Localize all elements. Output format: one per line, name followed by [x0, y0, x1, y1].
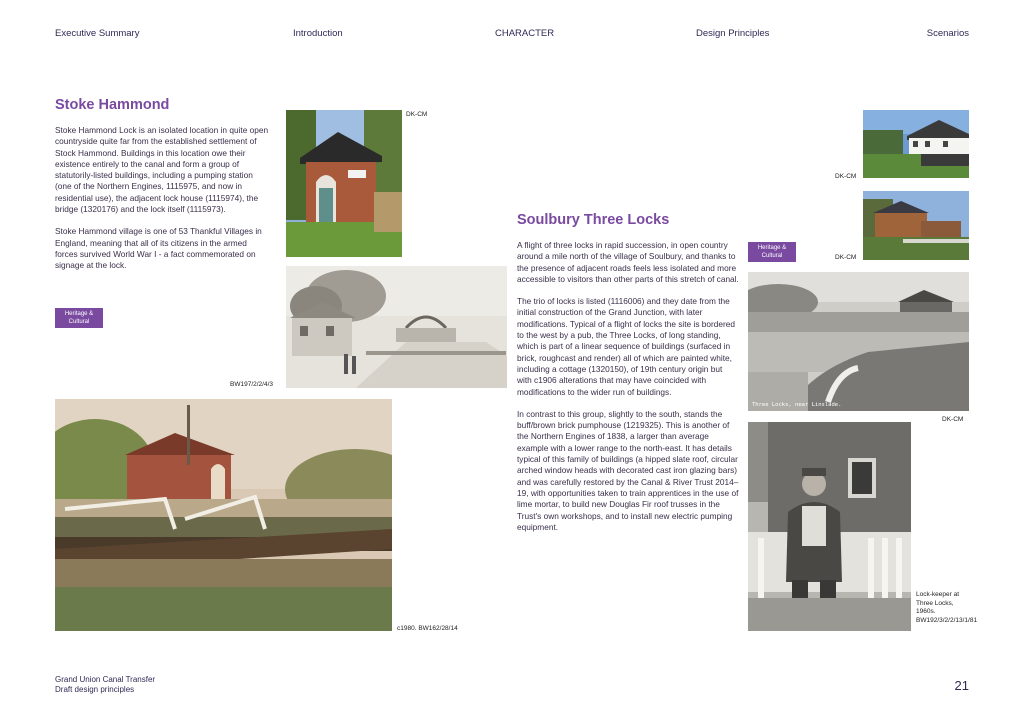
caption-lock-keeper: Lock-keeper at Three Locks, 1960s. BW192/3/2/2/13/1/81: [916, 591, 978, 624]
caption-pumping-station: DK-CM: [406, 111, 428, 118]
photo-historic-sketch: [286, 266, 507, 388]
stoke-hammond-text: [55, 125, 270, 283]
nav-character[interactable]: CHARACTER: [495, 28, 555, 39]
soulbury-heritage-badge: Heritage & Cultural: [748, 242, 796, 262]
soulbury-paragraph-3: In contrast to this group, slightly to the south, stands the buff/brown brick pumphouse (1219325). This is another of the Northern Engines of 1838, a larger than average example with a lower range to the north-east. It has details typical of this family of buildings (a hipped slate roof, circular arched window heads with decorated cast iron glazing bars) and was carefully restored by the Canal & River Trust 2014–19, with opportunities taken to train apprentices in the use of lime mortar, to build new Douglas Fir roof trusses in the Trust's own workshops, and to install new electric pumping equipment.: [517, 408, 739, 532]
caption-historic-three-locks: DK-CM: [942, 416, 964, 423]
footer-subtitle: Draft design principles: [55, 685, 135, 694]
photo-pumping-station: [286, 110, 402, 257]
nav-executive-summary[interactable]: Executive Summary: [55, 28, 140, 39]
page-number: 21: [954, 678, 969, 693]
nav-design-principles[interactable]: Design Principles: [696, 28, 770, 39]
caption-lock-1980: c1980. BW162/28/14: [397, 625, 458, 632]
caption-soulbury-pumphouse: DK-CM: [835, 254, 857, 261]
photo-inscription: Three Locks, near Linslade.: [752, 402, 842, 408]
footer-project-title: Grand Union Canal Transfer: [55, 675, 156, 684]
caption-historic-sketch: BW197/2/2/4/3: [230, 381, 273, 388]
footer: [55, 675, 155, 695]
soulbury-title: Soulbury Three Locks: [517, 212, 670, 228]
stoke-paragraph-1: Stoke Hammond Lock is an isolated location in quite open countryside quite far from the established settlement of Stock Hammond. Buildings in this location owe their existence entirely to the canal and form a group of statutorily-listed buildings, including a pumping station (one of the Northern Engines, 1115975, and now in residential use), the adjacent lock house (1115974), the bridge (1320176) and the lock itself (1115973).: [55, 125, 269, 215]
top-nav: [55, 28, 969, 42]
caption-three-locks-pub: DK-CM: [835, 173, 857, 180]
photo-historic-three-locks: [748, 272, 969, 411]
photo-three-locks-pub: [863, 110, 969, 178]
stoke-hammond-title: Stoke Hammond: [55, 97, 170, 113]
soulbury-text: [517, 240, 739, 544]
nav-introduction[interactable]: Introduction: [293, 28, 343, 39]
soulbury-paragraph-2: The trio of locks is listed (1116006) and they date from the initial construction of the Grand Junction, with later modifications. Typical of a flight of locks the site is bordered to the west by a pub, the Three Locks, of long standing, which is part of a linear sequence of buildings (surfaced in brick, roughcast and render) all of which are painted white, including a cottage (1320150), of 19th century origin but with c1906 alterations that may have coincided with modifications to the wider run of buildings.: [517, 296, 735, 397]
soulbury-paragraph-1: A flight of three locks in rapid succession, in open country around a mile north of the village of Soulbury, and thanks to the presence of adjacent roads feels less isolated and more accessible to visitors than other parts of this stretch of canal.: [517, 240, 739, 284]
stoke-paragraph-2: Stoke Hammond village is one of 53 Thankful Villages in England, meaning that all of its citizens in the armed forces survived World War I - a fact commemorated on signage at the lock.: [55, 226, 262, 271]
stoke-heritage-badge: Heritage & Cultural: [55, 308, 103, 328]
photo-lock-1980: [55, 399, 392, 631]
photo-soulbury-pumphouse: [863, 191, 969, 260]
photo-lock-keeper: [748, 422, 911, 631]
nav-scenarios[interactable]: Scenarios: [926, 28, 969, 39]
